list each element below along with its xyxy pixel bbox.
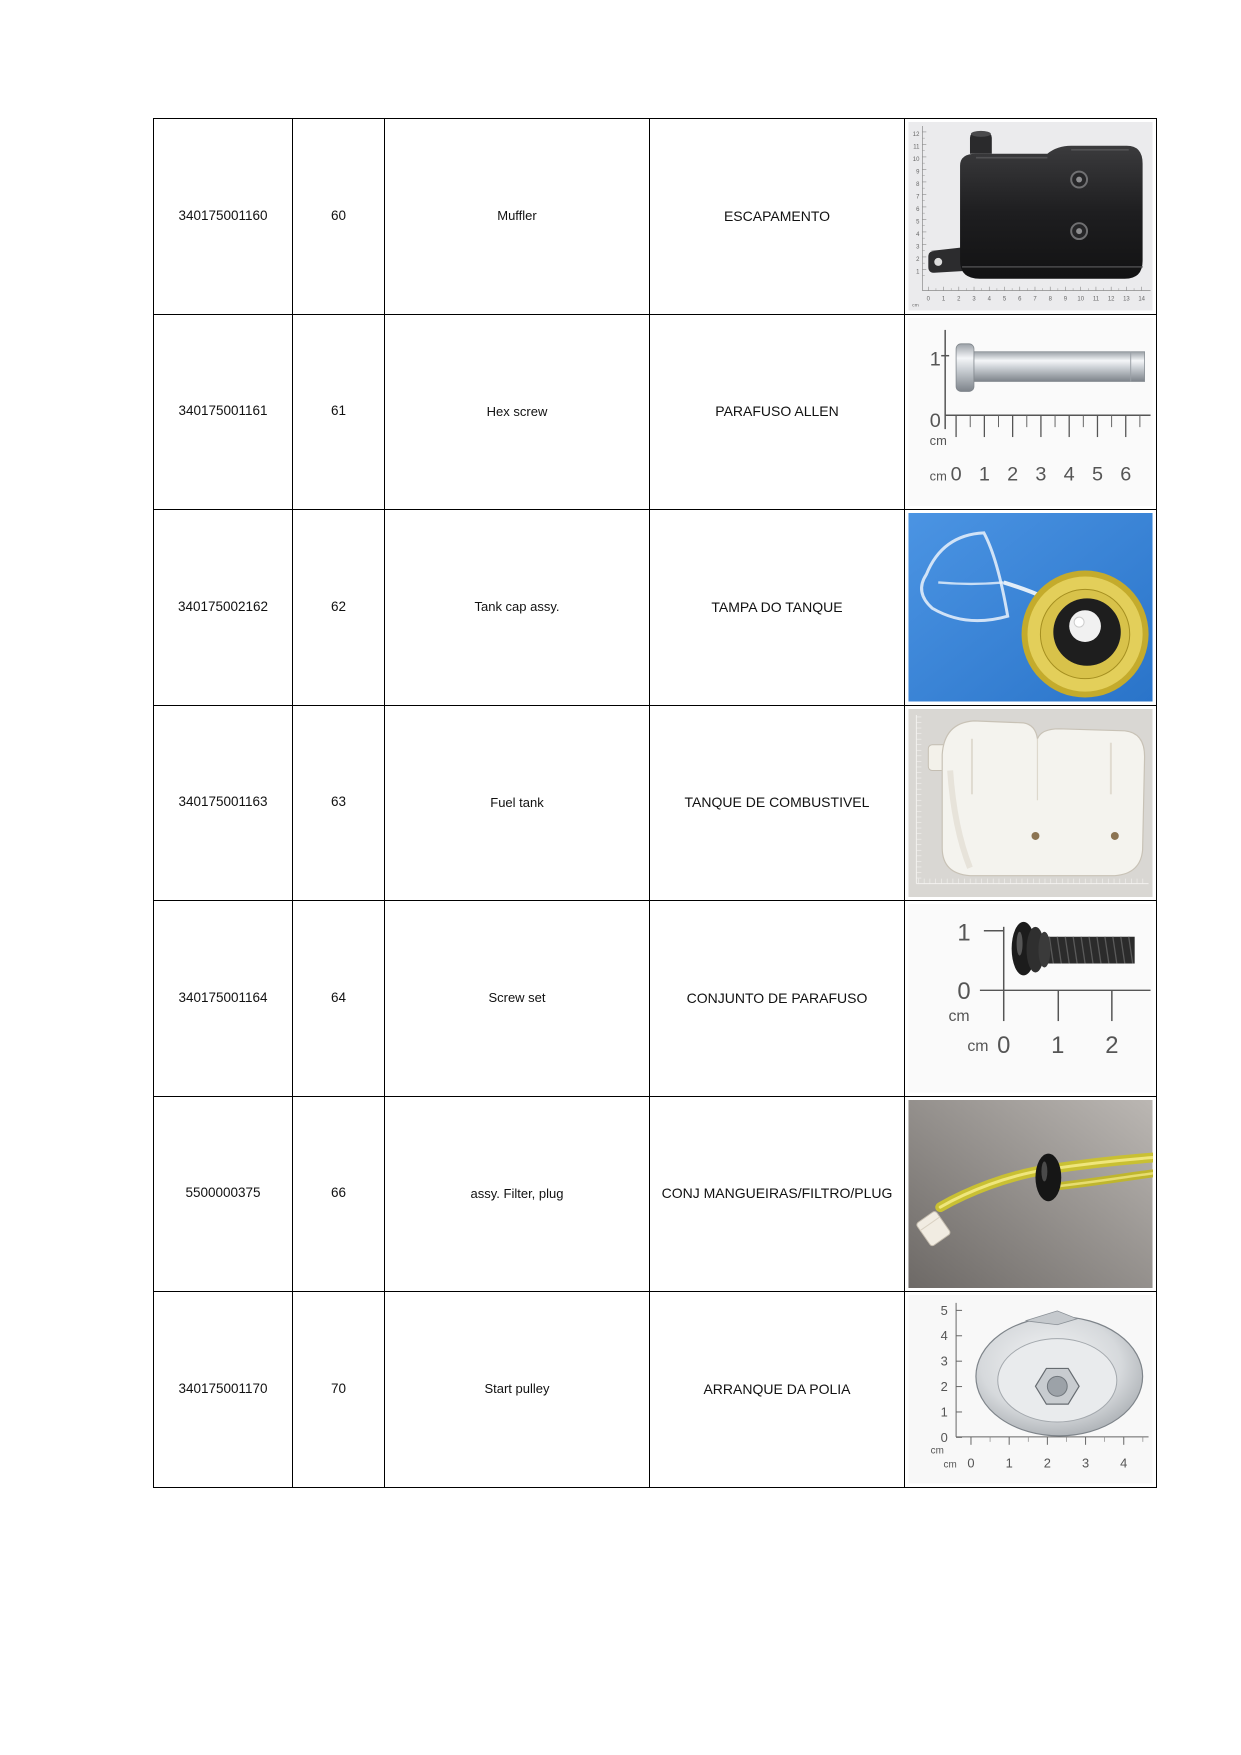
ruler-tick-label: 14: [1138, 296, 1145, 303]
part-number: 340175001161: [178, 403, 268, 419]
part-number: 340175001164: [178, 989, 268, 1005]
part-number-cell: [154, 1097, 293, 1293]
photo-cell: [905, 706, 1157, 902]
part-number-cell: [154, 901, 293, 1097]
position-number: 64: [330, 989, 347, 1005]
ruler-tick-label: 12: [912, 131, 920, 138]
ruler-tick-label: 1: [1005, 1455, 1013, 1471]
ruler-tick-label: 0: [967, 1455, 975, 1471]
cap: [1022, 571, 1149, 698]
ruler-tick-label: 3: [972, 296, 976, 303]
description-pt-cell: [650, 119, 905, 315]
ruler-tick-label: 2: [940, 1379, 948, 1395]
description-en-cell: [385, 1292, 650, 1488]
ruler-tick-label: 5: [1002, 296, 1007, 303]
ruler-unit: cm: [943, 1459, 957, 1471]
ruler-tick-label: 1: [940, 1404, 948, 1420]
position-cell: [293, 510, 385, 706]
description-en: Screw set: [488, 990, 546, 1006]
photo-cell: [905, 901, 1157, 1097]
description-pt: ESCAPAMENTO: [723, 207, 831, 224]
ruler-tick-label: 0: [929, 409, 941, 432]
description-pt-cell: [650, 510, 905, 706]
ruler-tick-label: 3: [1081, 1455, 1090, 1471]
description-pt: PARAFUSO ALLEN: [715, 403, 839, 419]
description-en-cell: [385, 706, 650, 902]
ruler-unit: cm: [948, 1008, 970, 1026]
ruler-tick-label: 1: [1051, 1031, 1065, 1059]
ruler-tick-label: 7: [1033, 296, 1037, 303]
description-en: Fuel tank: [490, 794, 544, 810]
description-en: assy. Filter, plug: [470, 1185, 564, 1201]
ruler-tick-label: 2: [916, 256, 920, 263]
position-number: 60: [330, 207, 347, 223]
ruler-tick-label: 8: [1048, 296, 1052, 303]
ruler-tick-label: 2: [957, 296, 961, 303]
description-en-cell: [385, 901, 650, 1097]
ruler-x-labels: [927, 297, 1146, 303]
photo-cell: [905, 315, 1157, 511]
ruler-tick-label: 4: [1120, 1455, 1128, 1471]
part-number: 340175001163: [178, 794, 268, 810]
ruler-tick-label: 2: [1007, 463, 1019, 486]
start-pulley-photo: [908, 1295, 1153, 1484]
ruler-tick-label: 10: [912, 156, 920, 163]
ruler-tick-label: 13: [1123, 296, 1130, 303]
position-cell: [293, 315, 385, 511]
part-number: 340175002162: [177, 598, 269, 614]
ruler-tick-label: 3: [916, 244, 920, 251]
ruler-unit: cm: [929, 432, 947, 448]
description-pt: CONJ MANGUEIRAS/FILTRO/PLUG: [661, 1185, 893, 1201]
ruler-unit: cm: [929, 468, 947, 484]
position-cell: [293, 1097, 385, 1293]
ruler-tick-label: 10: [1077, 296, 1085, 303]
ruler-tick-label: 1: [916, 269, 920, 276]
ruler-tick-label: 2: [1105, 1031, 1119, 1059]
position-number: 62: [330, 598, 347, 614]
photo-cell: [905, 1292, 1157, 1488]
ruler-tick-label: 0: [950, 463, 962, 486]
ruler-tick-label: 0: [997, 1031, 1011, 1059]
description-en: Hex screw: [486, 403, 548, 419]
ruler-tick-label: 9: [1063, 296, 1068, 303]
description-pt: CONJUNTO DE PARAFUSO: [686, 989, 868, 1006]
description-pt: TAMPA DO TANQUE: [711, 598, 843, 615]
ruler-tick-label: 3: [1035, 463, 1047, 486]
fuel-tank-photo: [908, 709, 1153, 898]
description-en-cell: [385, 510, 650, 706]
description-en: Start pulley: [484, 1381, 550, 1397]
screw-set-photo: [908, 904, 1153, 1093]
part-number-cell: [154, 510, 293, 706]
part-number-cell: [154, 1292, 293, 1488]
ruler-tick-label: 1: [957, 919, 971, 947]
part-number: 340175001170: [178, 1380, 268, 1396]
hose-filter-plug-photo: [908, 1100, 1153, 1289]
ruler-tick-label: 1: [978, 463, 990, 486]
ruler-tick-label: 6: [1120, 463, 1132, 486]
part-number: 340175001160: [178, 207, 268, 223]
description-pt-cell: [650, 315, 905, 511]
ruler-tick-label: 4: [1063, 463, 1075, 486]
ruler-tick-label: 4: [940, 1328, 948, 1344]
ruler-tick-label: 1: [941, 296, 946, 303]
ruler-tick-label: 9: [916, 169, 920, 176]
ruler-tick-label: 12: [1107, 296, 1115, 303]
ruler-tick-label: 11: [1092, 296, 1100, 303]
parts-table: [153, 118, 1157, 1488]
part-number-cell: [154, 706, 293, 902]
position-number: 63: [330, 794, 347, 810]
ruler-tick-label: 0: [926, 296, 930, 303]
part-number-cell: [154, 315, 293, 511]
part-number-cell: [154, 119, 293, 315]
description-en: Tank cap assy.: [474, 599, 560, 615]
ruler-tick-label: 4: [987, 296, 991, 303]
description-pt-cell: [650, 901, 905, 1097]
ruler-unit: cm: [930, 1445, 944, 1457]
ruler-tick-label: 0: [957, 978, 971, 1006]
description-en-cell: [385, 315, 650, 511]
ruler-tick-label: 11: [913, 144, 920, 151]
photo-cell: [905, 510, 1157, 706]
ruler-tick-label: 4: [916, 231, 920, 238]
ruler-tick-label: 1: [929, 348, 941, 371]
position-cell: [293, 706, 385, 902]
tank-cap-photo: [908, 513, 1153, 702]
description-en-cell: [385, 1097, 650, 1293]
part-number: 5500000375: [185, 1185, 261, 1201]
description-pt-cell: [650, 1097, 905, 1293]
ruler-tick-label: 7: [916, 194, 920, 201]
ruler-unit: cm: [967, 1037, 989, 1055]
ruler-tick-label: 6: [916, 206, 920, 213]
description-pt: TANQUE DE COMBUSTIVEL: [684, 794, 870, 810]
photo-cell: [905, 119, 1157, 315]
ruler-tick-label: 5: [916, 219, 920, 226]
ruler-tick-label: 8: [916, 181, 920, 188]
photo-cell: [905, 1097, 1157, 1293]
description-pt-cell: [650, 706, 905, 902]
position-number: 61: [330, 403, 347, 419]
ruler-tick-label: 6: [1018, 296, 1022, 303]
ruler-tick-label: 5: [940, 1302, 948, 1318]
description-pt-cell: [650, 1292, 905, 1488]
tank: [928, 720, 1144, 875]
ruler-tick-label: 3: [940, 1353, 948, 1369]
description-pt: ARRANQUE DA POLIA: [703, 1380, 851, 1397]
hex-screw-photo: [908, 318, 1153, 507]
position-cell: [293, 901, 385, 1097]
position-number: 70: [330, 1380, 347, 1396]
position-cell: [293, 119, 385, 315]
description-en: Muffler: [497, 208, 537, 224]
description-en-cell: [385, 119, 650, 315]
position-number: 66: [330, 1185, 347, 1201]
ruler-tick-label: 0: [940, 1429, 948, 1445]
muffler-photo: [908, 122, 1153, 311]
ruler-tick-label: 5: [1091, 463, 1103, 486]
grommet-plug: [1035, 1153, 1061, 1201]
ruler-tick-label: 2: [1043, 1455, 1051, 1471]
ruler-unit: cm: [912, 303, 919, 309]
position-cell: [293, 1292, 385, 1488]
